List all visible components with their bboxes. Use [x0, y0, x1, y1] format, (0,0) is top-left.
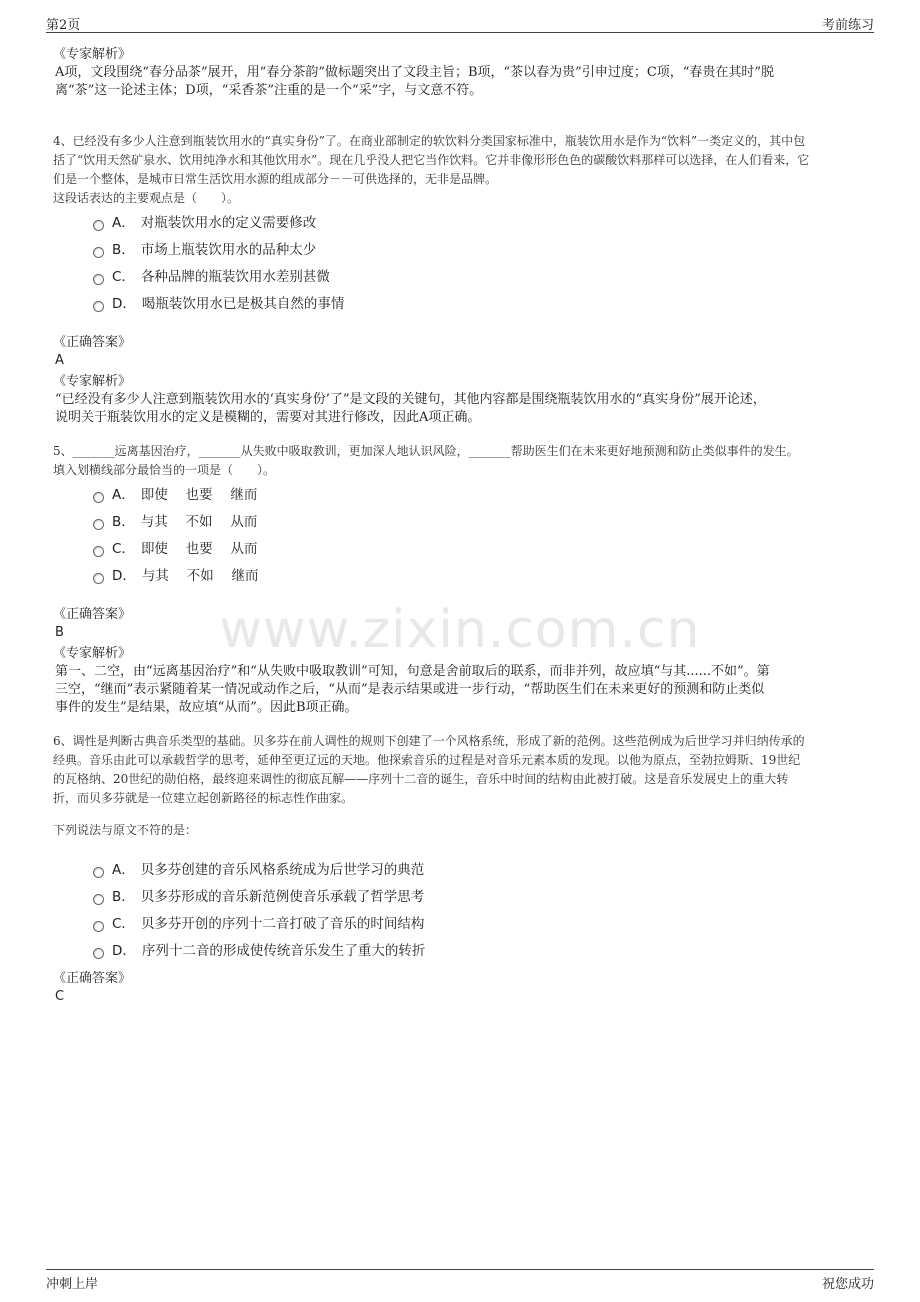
radio-button[interactable] — [93, 573, 104, 584]
option-letter: B． — [112, 888, 135, 905]
question-line: 的瓦格纳、20世纪的勋伯格，最终迎来调性的彻底瓦解——序列十二音的诞生，音乐中时间的结构由此被打破。这是音乐发展史上的重大转 — [53, 772, 789, 786]
option-letter: D． — [112, 942, 136, 959]
option-text: 喝瓶装饮用水已是极其自然的事情 — [141, 295, 345, 312]
radio-button[interactable] — [93, 921, 104, 932]
analysis-line: 离“茶”这一论述主体；D项，“采香茶”注重的是一个“采”字，与文意不符。 — [55, 83, 483, 98]
option-text: 贝多芬创建的音乐风格系统成为后世学习的典范 — [140, 861, 425, 878]
option-text: 对瓶装饮用水的定义需要修改 — [140, 214, 317, 231]
option-d[interactable] — [93, 290, 344, 317]
footer-left: 冲刺上岸 — [46, 1277, 99, 1292]
question-5-answer — [53, 606, 871, 717]
option-letter: C． — [112, 915, 135, 932]
option-d[interactable] — [93, 937, 425, 964]
radio-button[interactable] — [93, 867, 104, 878]
radio-button[interactable] — [93, 274, 104, 285]
correct-answer: B — [55, 625, 64, 640]
correct-answer: C — [55, 989, 65, 1004]
option-b[interactable] — [93, 508, 259, 535]
question-4-answer — [53, 334, 871, 427]
option-text: 序列十二音的形成使传统音乐发生了重大的转折 — [141, 942, 426, 959]
analysis-label: 《专家解析》 — [53, 374, 132, 389]
radio-button[interactable] — [93, 546, 104, 557]
watermark: www.zixin.com.cn — [219, 600, 701, 660]
footer-right: 祝您成功 — [821, 1277, 874, 1292]
option-letter: C． — [112, 268, 135, 285]
answer-label: 《正确答案》 — [53, 971, 132, 986]
option-text: 贝多芬形成的音乐新范例使音乐承载了哲学思考 — [140, 888, 425, 905]
question-4-text — [53, 132, 871, 208]
question-line: 经典。音乐由此可以承载哲学的思考，延伸至更辽远的天地。他探索音乐的过程是对音乐元素本质的发现。以他为原点，至勃拉姆斯、19世纪 — [53, 753, 801, 767]
option-text: 贝多芬开创的序列十二音打破了音乐的时间结构 — [140, 915, 425, 932]
question-line: 4、已经没有多少人注意到瓶装饮用水的“真实身份”了。在商业部制定的软饮料分类国家标准中，瓶装饮用水是作为“饮料”一类定义的，其中包 — [53, 134, 806, 148]
option-text: 各种品牌的瓶装饮用水差别甚微 — [140, 268, 330, 285]
analysis-label: 《专家解析》 — [53, 646, 132, 661]
analysis-label: 《专家解析》 — [53, 47, 132, 62]
option-letter: D． — [112, 567, 136, 584]
option-letter: A． — [112, 486, 135, 503]
radio-button[interactable] — [93, 492, 104, 503]
page-number: 第2页 — [46, 18, 81, 33]
analysis-line: 三空，“继而”表示紧随着某一情况或动作之后，“从而”是表示结果或进一步行动，“帮助医生们在未来更好的预测和防止类似 — [55, 682, 765, 697]
question-line: 折，而贝多芬就是一位建立起创新路径的标志性作曲家。 — [53, 791, 354, 805]
answer-label: 《正确答案》 — [53, 607, 132, 622]
option-a[interactable] — [93, 481, 259, 508]
question-6-text — [53, 732, 871, 840]
question-line: 这段话表达的主要观点是（ ）。 — [53, 191, 240, 205]
question-6-answer — [53, 970, 871, 1006]
question-4-options — [93, 209, 344, 317]
option-d[interactable] — [93, 562, 259, 589]
correct-answer: A — [55, 353, 64, 368]
option-b[interactable] — [93, 883, 425, 910]
option-letter: A． — [112, 861, 135, 878]
radio-button[interactable] — [93, 894, 104, 905]
radio-button[interactable] — [93, 247, 104, 258]
option-a[interactable] — [93, 856, 425, 883]
option-text: 与其 不如 继而 — [141, 567, 259, 584]
answer-label: 《正确答案》 — [53, 335, 132, 350]
page-header — [46, 12, 874, 33]
question-5-options — [93, 481, 259, 589]
option-a[interactable] — [93, 209, 344, 236]
radio-button[interactable] — [93, 220, 104, 231]
question-line: 括了“饮用天然矿泉水、饮用纯净水和其他饮用水”。现在几乎没人把它当作饮料。它并非像形形色色的碳酸饮料那样可以选择，在人们看来，它 — [53, 153, 810, 167]
radio-button[interactable] — [93, 301, 104, 312]
option-c[interactable] — [93, 910, 425, 937]
header-title: 考前练习 — [821, 18, 874, 33]
option-c[interactable] — [93, 535, 259, 562]
analysis-line: “已经没有多少人注意到瓶装饮用水的‘真实身份’了”是文段的关键句，其他内容都是围绕瓶装饮用水的“真实身份”展开论述， — [55, 392, 766, 407]
page-footer — [46, 1269, 874, 1292]
option-letter: D． — [112, 295, 136, 312]
option-letter: B． — [112, 513, 135, 530]
analysis-line: 第一、二空，由“远离基因治疗”和“从失败中吸取教训”可知，句意是舍前取后的联系，而非并列，故应填“与其......不如”。第 — [55, 664, 770, 679]
option-letter: C． — [112, 540, 135, 557]
option-text: 即使 也要 从而 — [140, 540, 258, 557]
option-letter: A． — [112, 214, 135, 231]
question-line: 5、_______远离基因治疗，_______从失败中吸取教训，更加深人地认识风险，_______帮助医生们在未来更好地预测和防止类似事件的发生。 — [53, 444, 799, 458]
option-text: 即使 也要 继而 — [140, 486, 258, 503]
question-5-text — [53, 442, 871, 480]
question-line: 6、调性是判断古典音乐类型的基础。贝多芬在前人调性的规则下创建了一个风格系统，形成了新的范例。这些范例成为后世学习并归纳传承的 — [53, 734, 805, 748]
analysis-line: 说明关于瓶装饮用水的定义是模糊的，需要对其进行修改，因此A项正确。 — [55, 410, 481, 425]
question-6-options — [93, 856, 425, 964]
radio-button[interactable] — [93, 519, 104, 530]
analysis-line: A项，文段围绕“春分品茶”展开，用“春分茶韵”做标题突出了文段主旨；B项，“茶以春为贵”引申过度；C项，“春贵在其时”脱 — [55, 65, 775, 80]
option-c[interactable] — [93, 263, 344, 290]
prev-analysis — [53, 46, 871, 100]
option-b[interactable] — [93, 236, 344, 263]
analysis-line: 事件的发生”是结果，故应填“从而”。因此B项正确。 — [55, 700, 358, 715]
option-letter: B． — [112, 241, 135, 258]
question-prompt: 下列说法与原文不符的是： — [53, 823, 198, 837]
option-text: 与其 不如 从而 — [140, 513, 258, 530]
question-line: 们是一个整体，是城市日常生活饮用水源的组成部分－－可供选择的，无非是品牌。 — [53, 172, 498, 186]
option-text: 市场上瓶装饮用水的品种太少 — [140, 241, 317, 258]
radio-button[interactable] — [93, 948, 104, 959]
question-line: 填入划横线部分最恰当的一项是（ ）。 — [53, 463, 276, 477]
